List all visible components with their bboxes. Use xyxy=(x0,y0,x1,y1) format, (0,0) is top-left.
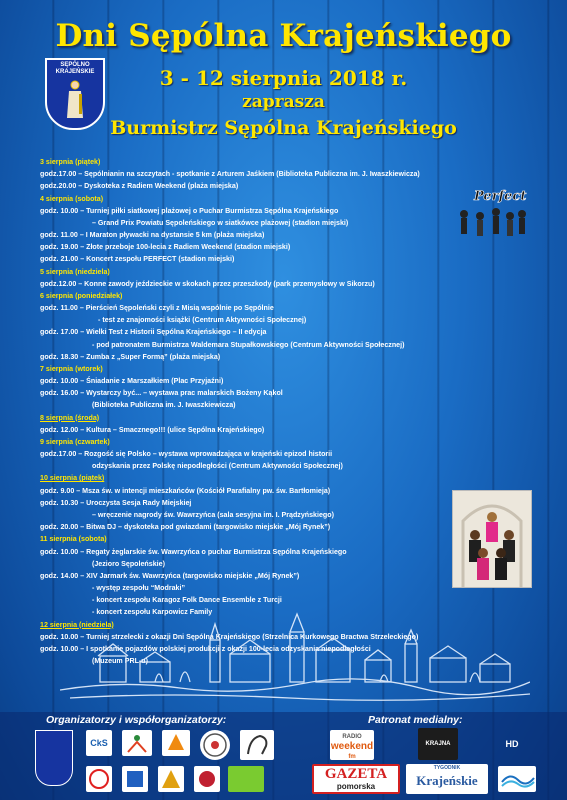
sport-logo xyxy=(122,730,152,756)
schedule-text: 12 sierpnia (niedziela) xyxy=(40,620,114,629)
family-band-photo xyxy=(452,490,532,588)
schedule-text: – wręczenie nagrody św. Wawrzyńca (sala sesyjna im. I. Prądzyńskiego) xyxy=(92,510,334,519)
schedule-text: - występ zespołu “Modraki” xyxy=(92,584,186,593)
tv-hd-logo: HD xyxy=(505,739,519,749)
schedule-text: godz. 10.00 – Śniadanie z Marszałkiem (Plac Przyjaźni) xyxy=(40,377,224,386)
club-logo-2 xyxy=(122,766,148,792)
schedule-entry xyxy=(40,326,560,338)
schedule-text: - pod patronatem Burmistrza Waldemara Stupałkowskiego (Centrum Aktywności Społecznej) xyxy=(92,340,405,349)
day-heading xyxy=(40,436,560,448)
schedule-text: godz. 10.00 – Turniej piłki siatkowej plażowej o Puchar Burmistrza Sępólna Krajeńskiego xyxy=(40,206,339,215)
day-heading xyxy=(40,290,560,302)
wave-logo xyxy=(498,766,536,792)
schedule-text: godz. 14.00 – XIV Jarmark św. Wawrzyńca (targowisko miejskie „Mój Rynek”) xyxy=(40,571,300,580)
krajenskie-logo xyxy=(406,764,488,794)
schedule-text: godz.17.00 – Sępólnianin na szczytach - spotkanie z Arturem Jaśkiem (Biblioteka Publiczna im. J. Iwaszkiewicza) xyxy=(40,170,420,179)
schedule-text: 5 sierpnia (niedziela) xyxy=(40,267,110,276)
day-heading xyxy=(40,363,560,375)
schedule-entry xyxy=(40,351,560,363)
page-title: Dni Sępólna Krajeńskiego xyxy=(55,18,512,54)
radio-freq: fm xyxy=(348,754,356,760)
schedule-text: - koncert zespołu Karagoz Folk Dance Ensemble z Turcji xyxy=(92,596,282,605)
schedule-text: godz. 16.00 – Wystarczy być... – wystawa prac malarskich Bożeny Kąkol xyxy=(40,389,283,398)
crest-label: SĘPÓLNO KRAJEŃSKIE xyxy=(55,62,95,75)
day-heading xyxy=(40,472,560,484)
day-heading xyxy=(40,156,560,168)
schedule-text: godz. 11.00 – Pierścień Sępoleński czyli z Misią wspólnie po Sępólnie xyxy=(40,304,274,313)
orange-logo xyxy=(162,730,190,756)
schedule-entry xyxy=(40,339,560,351)
schedule-text: godz. 18.30 – Zumba z „Super Formą” (plaża miejska) xyxy=(40,352,221,361)
schedule-entry xyxy=(40,253,560,265)
schedule-text: godz. 21.00 – Koncert zespołu PERFECT (stadion miejski) xyxy=(40,255,235,264)
schedule-text: 8 sierpnia (środa) xyxy=(40,413,100,422)
club-logo-3 xyxy=(158,766,184,792)
schedule-entry xyxy=(40,424,560,436)
radio-label: RADIO xyxy=(342,734,362,740)
radio-name: weekend xyxy=(330,741,374,752)
radio-weekend-logo xyxy=(330,730,374,760)
schedule-text: 10 sierpnia (piątek) xyxy=(40,474,105,483)
schedule-text: godz. 20.00 – Bitwa DJ – dyskoteka pod gwiazdami (targowisko miejskie „Mój Rynek”) xyxy=(40,523,331,532)
band-logo: Perfect xyxy=(474,189,527,204)
pomorska-word: pomorska xyxy=(336,782,376,791)
schedule-entry xyxy=(40,375,560,387)
green-logo xyxy=(228,766,264,792)
town-crest-logo xyxy=(35,730,73,786)
schedule-text: 7 sierpnia (wtorek) xyxy=(40,364,103,373)
schedule-text: 3 sierpnia (piątek) xyxy=(40,158,101,166)
seal-logo xyxy=(200,730,230,760)
schedule-text: 9 sierpnia (czwartek) xyxy=(40,437,110,446)
schedule-entry xyxy=(40,302,560,314)
schedule-text: odzyskania przez Polskę niepodległości (Centrum Aktywności Społecznej) xyxy=(92,462,343,471)
schedule-text: godz. 9.00 – Msza św. w intencji mieszkańców (Kościół Parafialny pw. św. Bartłomieja) xyxy=(40,486,331,495)
day-heading xyxy=(40,266,560,278)
schedule-text: godz. 11.00 – I Maraton pływacki na dystansie 5 km (plaża miejska) xyxy=(40,231,265,240)
town-skyline-illustration xyxy=(60,610,530,710)
schedule-text: (Biblioteka Publiczna im. J. Iwaszkiewicza) xyxy=(92,401,236,410)
gazeta-word: GAZETA xyxy=(324,766,388,782)
schedule-text: 4 sierpnia (sobota) xyxy=(40,194,104,203)
schedule-text: – Grand Prix Powiatu Sępoleńskiego w siatkówce plażowej (stadion miejski) xyxy=(92,218,349,227)
band-photo xyxy=(452,186,530,248)
schedule-text: godz.20.00 – Dyskoteka z Radiem Weekend (plaża miejska) xyxy=(40,182,239,191)
patrons-label: Patronat medialny: xyxy=(368,714,463,726)
schedule-text: godz. 10.00 – Turniej strzelecki z okazji Dni Sępólna Krajeńskiego (Strzelnica Kurkowego Bractwa Strzeleckiego) xyxy=(40,632,419,641)
schedule-entry xyxy=(40,278,560,290)
schedule-entry xyxy=(40,168,560,180)
schedule-text: godz.17.00 – Rozgość się Polsko – wystawa wprowadzająca w krajeński epizod historii xyxy=(40,450,333,459)
invites-text: zaprasza xyxy=(242,92,325,112)
day-heading xyxy=(40,412,560,424)
krajna-logo: KRAJNA xyxy=(418,728,458,760)
schedule-text: godz.12.00 – Konne zawody jeździeckie w skokach przez przeszkody (park przemysłowy w Sikorzu) xyxy=(40,279,375,288)
schedule-text: godz. 17.00 – Wielki Test z Historii Sępólna Krajeńskiego – II edycja xyxy=(40,328,267,337)
horse-logo xyxy=(240,730,274,760)
krajenskie-word: Krajeńskie xyxy=(416,773,478,788)
host-text: Burmistrz Sępólna Krajeńskiego xyxy=(110,117,457,139)
schedule-entry xyxy=(40,448,560,460)
schedule-text: godz. 10.00 – Regaty żeglarskie św. Wawrzyńca o puchar Burmistrza Sępólna Krajeńskiego xyxy=(40,547,347,556)
schedule-entry xyxy=(40,460,560,472)
organizers-label: Organizatorzy i współorganizatorzy: xyxy=(46,714,227,726)
schedule-text: - koncert zespołu Karpowicz Family xyxy=(92,608,213,617)
schedule-text: godz. 12.00 – Kultura – Smacznego!!! (ulice Sępólna Krajeńskiego) xyxy=(40,425,265,434)
krajenskie-small: TYGODNIK xyxy=(433,765,461,771)
schedule-text: - test ze znajomości książki (Centrum Aktywności Społecznej) xyxy=(98,316,307,325)
schedule-text: (Jezioro Sępoleńskie) xyxy=(92,559,165,568)
schedule-text: 11 sierpnia (sobota) xyxy=(40,535,107,544)
schedule-entry xyxy=(40,387,560,399)
event-dates: 3 - 12 sierpnia 2018 r. xyxy=(159,66,408,90)
club-logo-4 xyxy=(194,766,220,792)
schedule-entry xyxy=(40,314,560,326)
schedule-text: (Muzeum PRL-u) xyxy=(92,657,148,666)
schedule-text: godz. 10.30 – Uroczysta Sesja Rady Miejskiej xyxy=(40,498,192,507)
schedule-entry xyxy=(40,399,560,411)
schedule-text: godz. 10.00 – I spotkanie pojazdów polskiej produkcji z okazji 100-lecia odzyskania niepodległości xyxy=(40,644,371,653)
schedule-text: godz. 19.00 – Złote przeboje 100-lecia z Radiem Weekend (stadion miejski) xyxy=(40,243,291,252)
club-logo-1 xyxy=(86,766,112,792)
gazeta-pomorska-logo xyxy=(312,764,400,794)
schedule-text: 6 sierpnia (poniedziałek) xyxy=(40,291,123,300)
cks-logo: CkS xyxy=(86,730,112,756)
schedule-entry xyxy=(40,594,560,606)
